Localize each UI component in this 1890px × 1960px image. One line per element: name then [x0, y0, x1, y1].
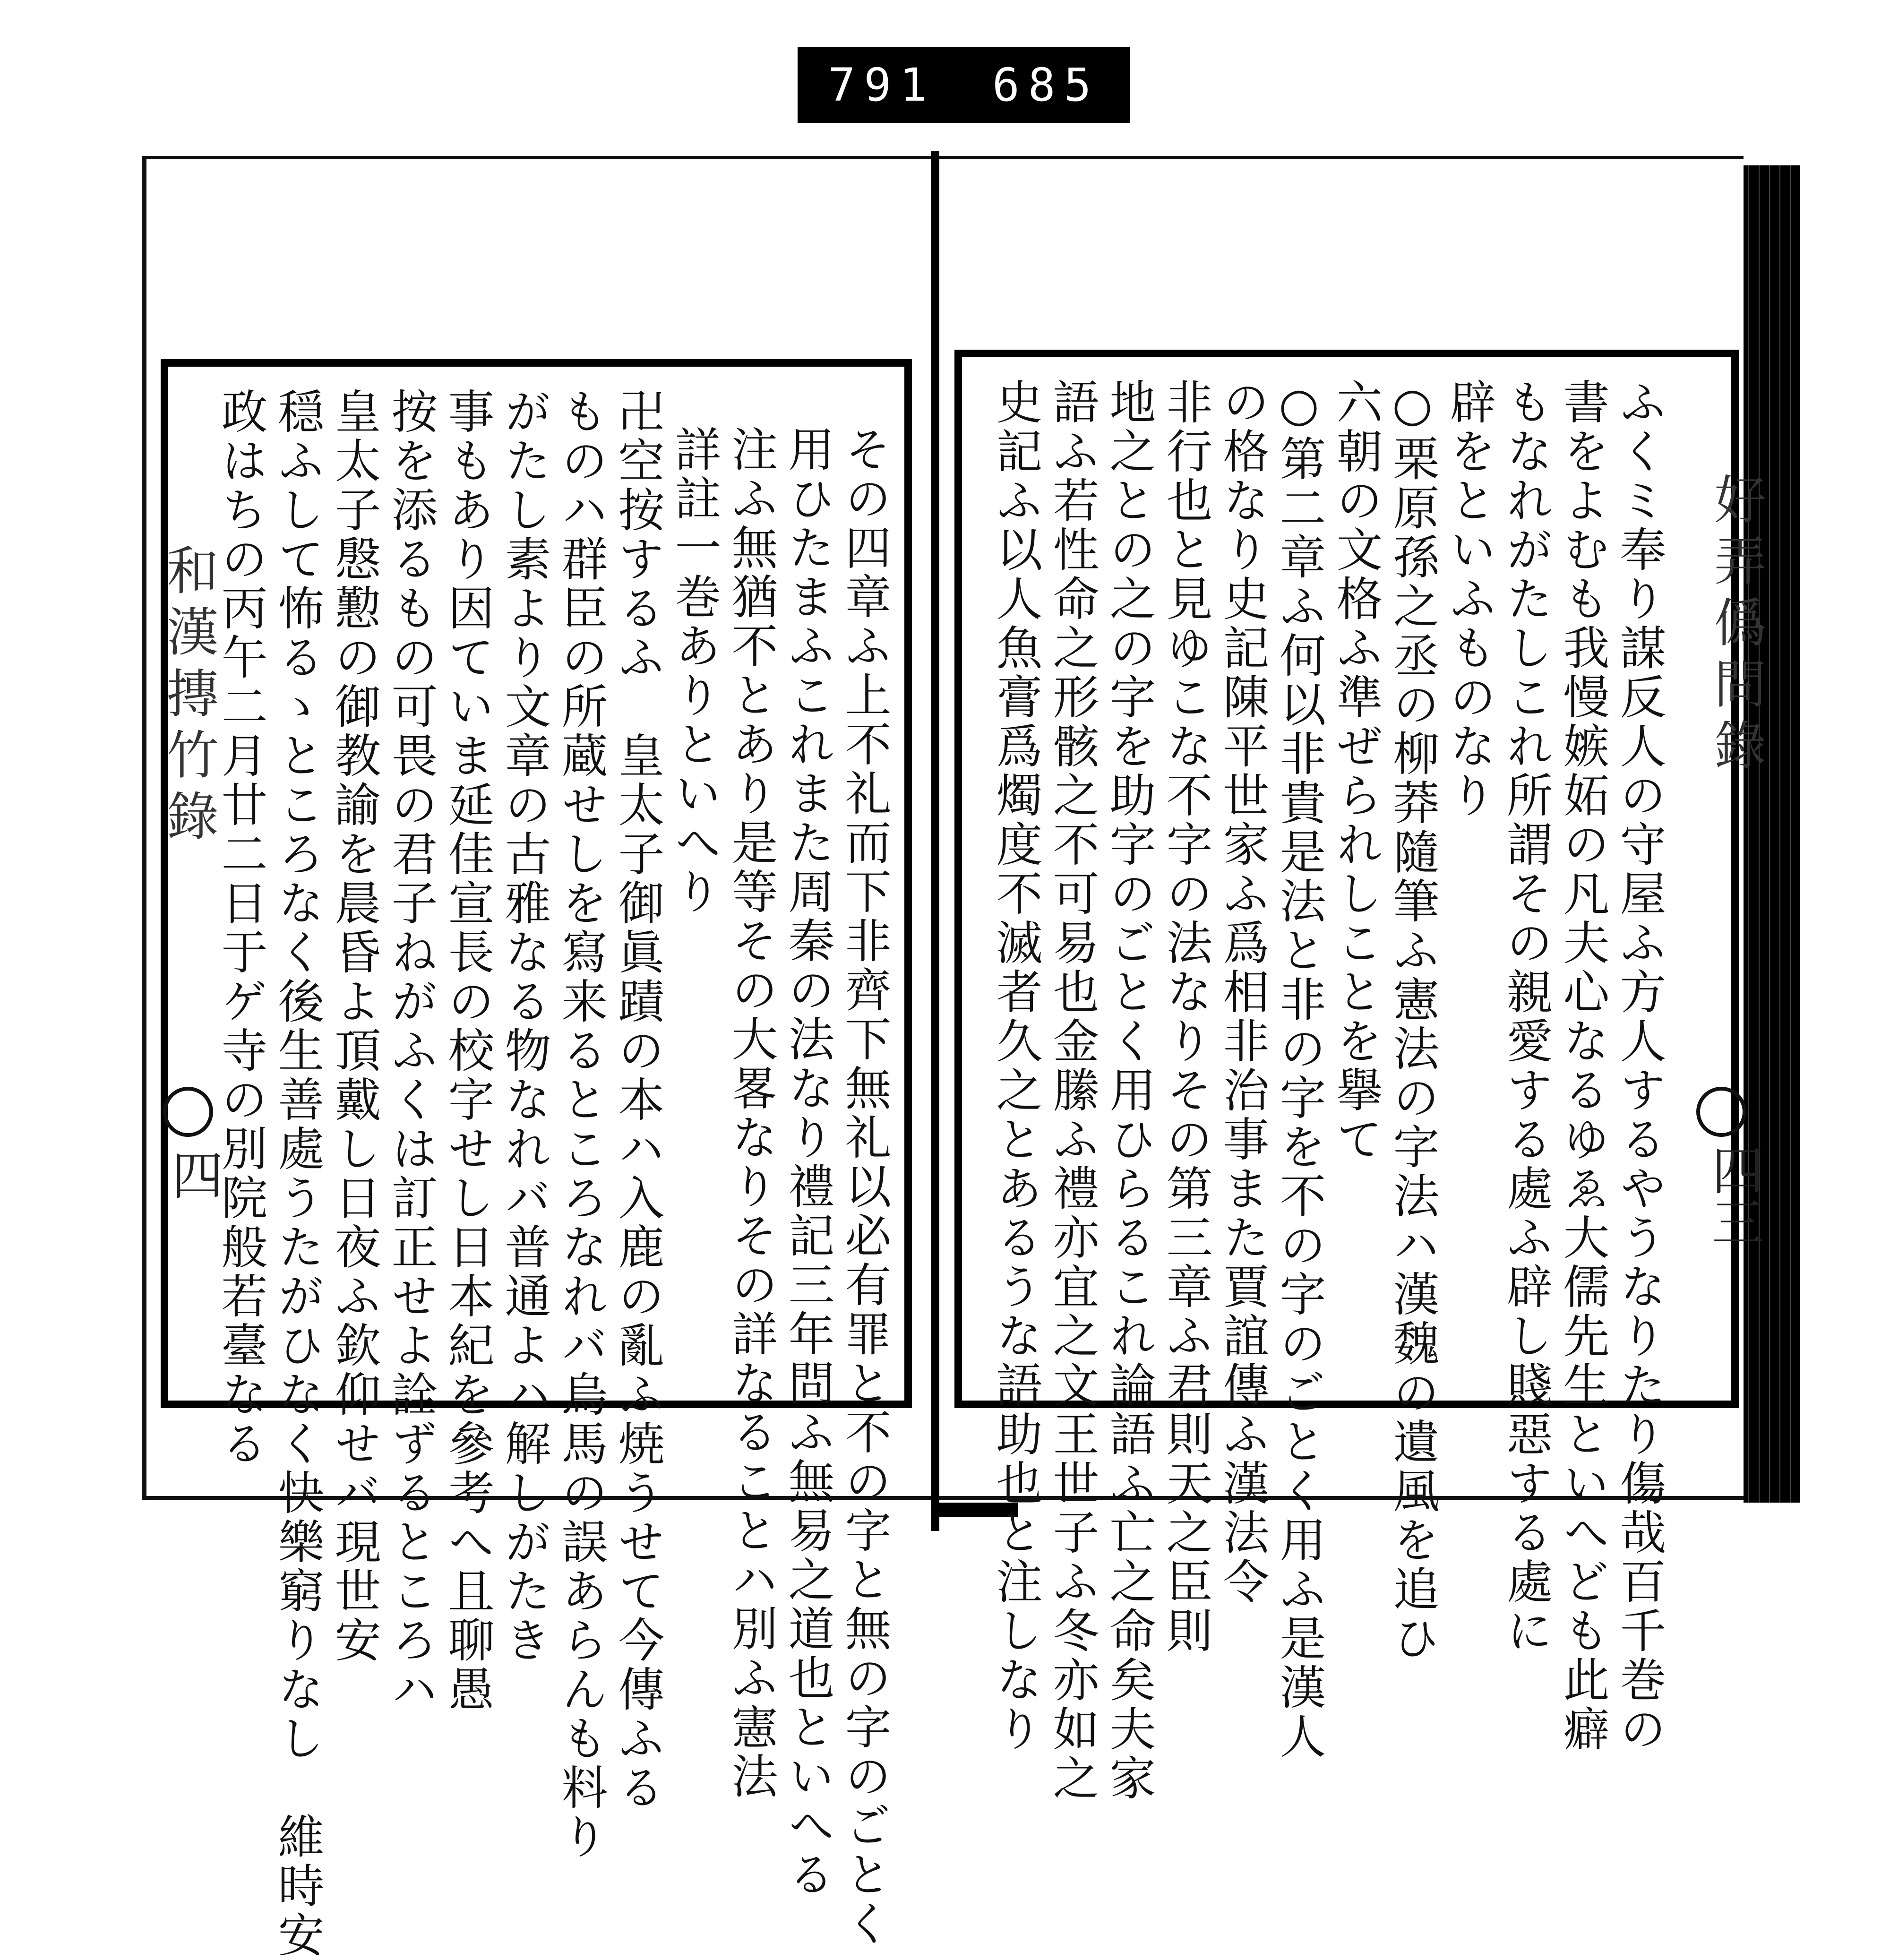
left-folio: 四 [163, 1148, 223, 1200]
left-col-2: 用ひたまふこれまた周秦の法なり禮記三年問ふ無易之道也といへる [781, 425, 834, 1900]
right-col-1: ふくミ奉り謀反人の守屋ふ方人するやうなりたり傷哉百千巻の [1612, 378, 1666, 1754]
page-edge [1744, 165, 1800, 1503]
left-col-1: その四章ふ上不礼而下非齊下無礼以必有罪と不の字と無の字のごとく [837, 425, 891, 1949]
right-col-4: 辟をといふものなり [1442, 378, 1496, 820]
right-col-6: 六朝の文格ふ準ぜられしことを擧て [1329, 378, 1383, 1164]
left-margin-title: 和漢摶竹錄 [158, 543, 219, 851]
left-col-5: 卍空按するふ 皇太子御眞蹟の本ハ入鹿の亂ふ焼うせて今傳ふる [610, 387, 664, 1813]
left-col-7: がたし素より文章の古雅なる物なれバ普通よハ解しがたき [497, 387, 551, 1665]
right-col-9: 非行也と見ゆこな不字の法なりその第三章ふ君則天之臣則 [1159, 378, 1212, 1656]
spine [931, 151, 939, 1531]
left-col-10: 皇太子慇懃の御教諭を晨昏よ頂戴し日夜ふ欽仰せバ現世安 [327, 387, 381, 1665]
left-col-9: 按を添るもの可畏の君子ねがふくは訂正せよ詮ずるところハ [384, 387, 438, 1714]
left-col-12: 政はちの丙午二月廿二日于ゲ寺の別院般若臺なる [214, 387, 267, 1469]
right-margin-circle [1696, 1087, 1746, 1137]
right-margin-title: 好弄僞問錄 [1706, 473, 1766, 780]
left-col-3: 注ふ無猶不とあり是等その大畧なりその詳なることハ別ふ憲法 [724, 425, 778, 1801]
call-number-right: 685 [992, 59, 1100, 112]
right-col-8: の格なり史記陳平世家ふ爲相非治事また賈誼傳ふ漢法令 [1215, 378, 1269, 1607]
right-col-2: 書をよむも我慢嫉妬の凡夫心なるゆゑ大儒先生といへども此癖 [1555, 378, 1609, 1754]
right-col-11: 語ふ若性命之形骸之不可易也金縢ふ禮亦宜之文王世子ふ冬亦如之 [1045, 378, 1099, 1803]
archive-call-number-label [798, 47, 1130, 123]
left-margin-circle [163, 1087, 213, 1137]
left-col-8: 事もあり因ていま延佳宣長の校字せし日本紀を參考へ且聊愚 [440, 387, 494, 1714]
call-number-left: 791 [828, 59, 936, 112]
right-col-7: ○第二章ふ何以非貴是法と非の字を不の字のごとく用ふ是漢人 [1272, 378, 1326, 1762]
right-col-12: 史記ふ以人魚膏爲燭度不滅者久之とあるうな語助也と注しなり [988, 378, 1042, 1754]
right-col-3: もなれがたしこれ所謂その親愛する處ふ辟し賤惡する處に [1499, 378, 1553, 1656]
left-col-4: 詳註一巻ありといへり [667, 425, 721, 917]
right-col-5: ○栗原孫之丞の柳莽隨筆ふ憲法の字法ハ漢魏の遺風を追ひ [1385, 378, 1439, 1663]
right-folio: 四三 [1703, 1143, 1764, 1247]
left-col-6: ものハ群臣の所蔵せしを寫来るところなれバ烏馬の誤あらんも料り [554, 387, 608, 1862]
left-col-11: 穏ふして怖るゝところなく後生善處うたがひなく快樂窮りなし 維時安 [270, 387, 324, 1960]
right-col-10: 地之との之の字を助字のごとく用ひらるこれ論語ふ亡之命矣夫家 [1102, 378, 1156, 1803]
